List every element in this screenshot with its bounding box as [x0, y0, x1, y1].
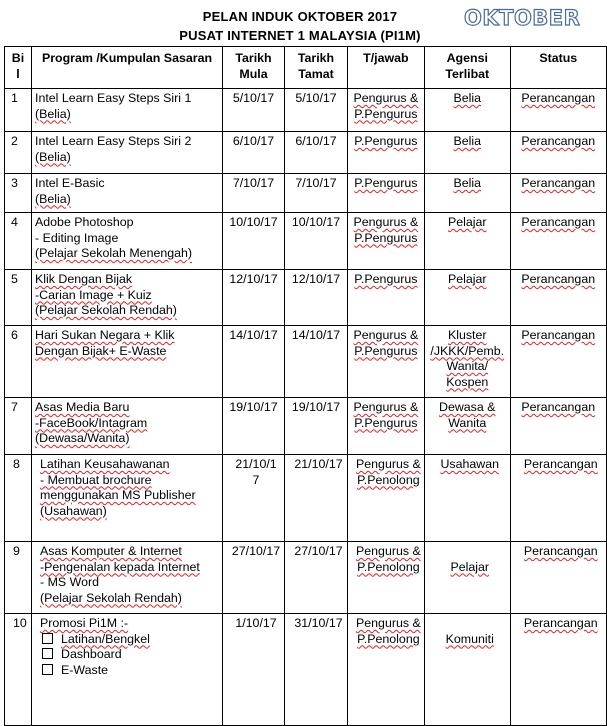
cell-status: Perancangan — [510, 270, 606, 326]
cell-status: Perancangan — [510, 174, 606, 213]
cell-mula: 5/10/17 — [223, 89, 285, 132]
cell-agensi: Komuniti — [424, 614, 510, 726]
cell-agensi: Belia — [424, 132, 510, 174]
checkbox-bullet-icon — [42, 633, 53, 644]
cell-mula: 27/10/17 — [223, 542, 285, 614]
cell-status: Perancangan — [510, 213, 606, 270]
cell-program: Klik Dengan Bijak -Carian Image + Kuiz (Pelajar Sekolah Rendah) — [32, 270, 223, 326]
cell-program: Hari Sukan Negara + Klik Dengan Bijak+ E-Waste — [32, 326, 223, 398]
cell-bil: 9 — [5, 542, 32, 614]
cell-status: Perancangan — [510, 542, 606, 614]
cell-mula: 6/10/17 — [223, 132, 285, 174]
cell-bil: 1 — [5, 89, 32, 132]
cell-tjawab: Pengurus & P.Penolong — [348, 614, 425, 726]
checkbox-bullet-icon — [42, 648, 53, 659]
cell-status: Perancangan — [510, 132, 606, 174]
cell-mula: 12/10/17 — [223, 270, 285, 326]
cell-tamat: 14/10/17 — [285, 326, 348, 398]
cell-mula: 10/10/17 — [223, 213, 285, 270]
cell-bil: 7 — [5, 398, 32, 455]
col-tjawab: T/jawab — [348, 47, 425, 89]
activity-plan-table — [4, 46, 607, 726]
cell-tjawab: P.Pengurus — [348, 132, 425, 174]
cell-status: Perancangan — [510, 398, 606, 455]
cell-program: Intel Learn Easy Steps Siri 2 (Belia) — [32, 132, 223, 174]
col-bil: Bi l — [5, 47, 32, 89]
cell-tjawab: P.Pengurus — [348, 174, 425, 213]
col-tarikh-tamat: Tarikh Tamat — [285, 47, 348, 89]
cell-tamat: 31/10/17 — [285, 614, 348, 726]
cell-agensi: Belia — [424, 174, 510, 213]
cell-tjawab: Pengurus & P.Pengurus — [348, 89, 425, 132]
cell-program: Asas Komputer & Internet -Pengenalan kepada Internet - MS Word (Pelajar Sekolah Rendah) — [32, 542, 223, 614]
cell-mula: 14/10/17 — [223, 326, 285, 398]
table-row — [5, 174, 607, 213]
cell-bil: 2 — [5, 132, 32, 174]
cell-tjawab: Pengurus & P.Pengurus — [348, 326, 425, 398]
cell-tamat: 7/10/17 — [285, 174, 348, 213]
col-program: Program /Kumpulan Sasaran — [32, 47, 223, 89]
cell-bil: 8 — [5, 455, 32, 542]
cell-tamat: 6/10/17 — [285, 132, 348, 174]
table-row — [5, 614, 607, 726]
checkbox-bullet-icon — [42, 664, 53, 675]
cell-mula: 1/10/17 — [223, 614, 285, 726]
cell-agensi: Belia — [424, 89, 510, 132]
cell-program: Latihan Keusahawanan - Membuat brochure menggunakan MS Publisher (Usahawan) — [32, 455, 223, 542]
col-agensi: Agensi Terlibat — [424, 47, 510, 89]
cell-bil: 10 — [5, 614, 32, 726]
cell-program: Promosi Pi1M :- Latihan/Bengkel Dashboard E-Waste — [32, 614, 223, 726]
cell-bil: 4 — [5, 213, 32, 270]
cell-status: Perancangan — [510, 326, 606, 398]
cell-mula: 19/10/17 — [223, 398, 285, 455]
col-tarikh-mula: Tarikh Mula — [223, 47, 285, 89]
cell-tjawab: Pengurus & P.Pengurus — [348, 398, 425, 455]
table-row — [5, 270, 607, 326]
document-header — [0, 0, 607, 48]
cell-tjawab: Pengurus & P.Pengurus — [348, 213, 425, 270]
cell-program: Intel E-Basic (Belia) — [32, 174, 223, 213]
table-row — [5, 542, 607, 614]
cell-agensi: Dewasa & Wanita — [424, 398, 510, 455]
table-row — [5, 213, 607, 270]
cell-bil: 6 — [5, 326, 32, 398]
cell-tamat: 12/10/17 — [285, 270, 348, 326]
cell-tamat: 5/10/17 — [285, 89, 348, 132]
cell-status: Perancangan — [510, 89, 606, 132]
cell-agensi: Pelajar — [424, 270, 510, 326]
cell-agensi: Pelajar — [424, 542, 510, 614]
table-header-row — [5, 47, 607, 89]
table-row — [5, 326, 607, 398]
cell-mula: 7/10/17 — [223, 174, 285, 213]
table-row — [5, 398, 607, 455]
cell-status: Perancangan — [510, 614, 606, 726]
bullet-item: Latihan/Bengkel — [40, 632, 219, 648]
cell-tamat: 10/10/17 — [285, 213, 348, 270]
cell-bil: 3 — [5, 174, 32, 213]
cell-tjawab: Pengurus & P.Penolong — [348, 455, 425, 542]
cell-agensi: Pelajar — [424, 213, 510, 270]
cell-agensi: Kluster /JKKK/Pemb. Wanita/ Kospen — [424, 326, 510, 398]
cell-program: Asas Media Baru -FaceBook/Intagram (Dewasa/Wanita) — [32, 398, 223, 455]
cell-tamat: 27/10/17 — [285, 542, 348, 614]
cell-tamat: 19/10/17 — [285, 398, 348, 455]
bullet-item: E-Waste — [40, 663, 219, 679]
table-row — [5, 132, 607, 174]
month-stamp: OKTOBER — [464, 6, 581, 30]
cell-status: Perancangan — [510, 455, 606, 542]
cell-tamat: 21/10/17 — [285, 455, 348, 542]
cell-program: Intel Learn Easy Steps Siri 1 (Belia) — [32, 89, 223, 132]
table-row — [5, 455, 607, 542]
cell-tjawab: Pengurus & P.Penolong — [348, 542, 425, 614]
cell-mula: 21/10/1 7 — [223, 455, 285, 542]
cell-bil: 5 — [5, 270, 32, 326]
table-row — [5, 89, 607, 132]
cell-tjawab: P.Pengurus — [348, 270, 425, 326]
cell-program: Adobe Photoshop - Editing Image (Pelajar Sekolah Menengah) — [32, 213, 223, 270]
cell-agensi: Usahawan — [424, 455, 510, 542]
doc-title: PELAN INDUK OKTOBER 2017 — [202, 9, 398, 24]
bullet-item: Dashboard — [40, 647, 219, 663]
col-status: Status — [510, 47, 606, 89]
doc-subtitle: PUSAT INTERNET 1 MALAYSIA (PI1M) — [179, 28, 421, 43]
